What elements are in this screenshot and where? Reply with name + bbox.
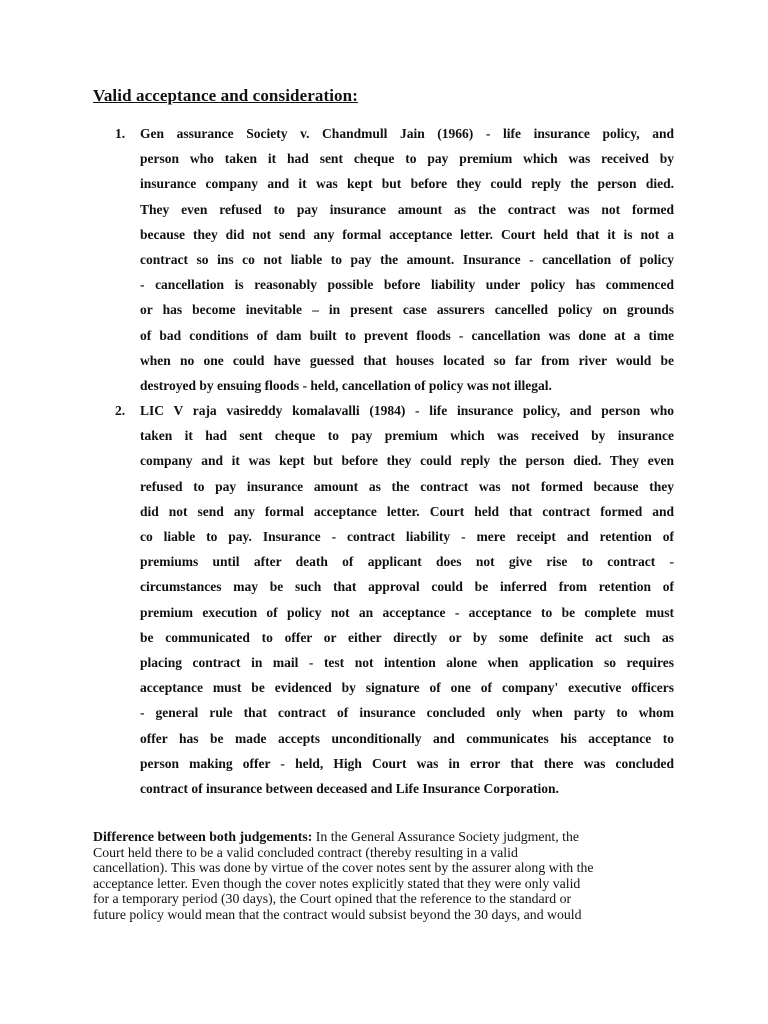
case-item-1 xyxy=(0,121,768,398)
case-line: taken it had sent cheque to pay premium which was received by insurance xyxy=(140,428,674,444)
difference-line: acceptance letter. Even though the cover notes explicitly stated that they were only valid xyxy=(93,875,581,891)
case-number: 1. xyxy=(115,126,126,141)
difference-line: for a temporary period (30 days), the Court opined that the reference to the standard or xyxy=(93,891,572,907)
case-line: company and it was kept but before they could reply the person died. They even xyxy=(140,453,674,469)
case-line: contract of insurance between deceased and Life Insurance Corporation. xyxy=(140,780,559,796)
case-line: co liable to pay. Insurance - contract liability - mere receipt and retention of xyxy=(140,529,674,544)
case-line: of bad conditions of dam built to prevent floods - cancellation was done at a time xyxy=(140,327,674,343)
case-line: circumstances may be such that approval could be inferred from retention of xyxy=(140,579,674,595)
difference-label: Difference between both judgements: xyxy=(93,829,313,844)
difference-first-line xyxy=(93,829,683,845)
difference-text: In the General Assurance Society judgment, the xyxy=(312,829,579,844)
difference-paragraph xyxy=(93,829,683,923)
case-line: They even refused to pay insurance amount as the contract was not formed xyxy=(140,201,674,217)
case-line: did not send any formal acceptance letter. Court held that contract formed and xyxy=(140,503,674,519)
difference-line: Court held there to be a valid concluded contract (thereby resulting in a valid xyxy=(93,844,518,860)
case-line: Gen assurance Society v. Chandmull Jain (1966) - life insurance policy, and xyxy=(140,126,674,141)
case-line: be communicated to offer or either directly or by some definite act such as xyxy=(140,629,674,645)
case-line: refused to pay insurance amount as the contract was not formed because they xyxy=(140,478,674,494)
case-line: person making offer - held, High Court was in error that there was concluded xyxy=(140,755,674,771)
case-line: contract so ins co not liable to pay the amount. Insurance - cancellation of policy xyxy=(140,251,674,267)
case-line: insurance company and it was kept but before they could reply the person died. xyxy=(140,176,674,192)
case-line: LIC V raja vasireddy komalavalli (1984) - life insurance policy, and person who xyxy=(140,403,674,419)
case-item-2 xyxy=(0,398,768,801)
case-body xyxy=(140,398,674,801)
case-line: acceptance must be evidenced by signature of one of company' executive officers xyxy=(140,680,674,696)
difference-line: cancellation). This was done by virtue of the cover notes sent by the assurer along with the xyxy=(93,860,594,876)
case-line: - cancellation is reasonably possible before liability under policy has commenced xyxy=(140,277,674,293)
case-line: premiums until after death of applicant does not give rise to contract - xyxy=(140,554,674,570)
case-line: offer has be made accepts unconditionally and communicates his acceptance to xyxy=(140,730,674,746)
case-line: when no one could have guessed that houses located so far from river would be xyxy=(140,352,674,368)
case-line: - general rule that contract of insurance concluded only when party to whom xyxy=(140,705,674,721)
case-number: 2. xyxy=(115,403,126,419)
case-body xyxy=(140,121,674,398)
case-line: placing contract in mail - test not intention alone when application so requires xyxy=(140,654,674,670)
case-line: destroyed by ensuing floods - held, cancellation of policy was not illegal. xyxy=(140,377,552,393)
case-list xyxy=(0,121,768,801)
case-line: because they did not send any formal acceptance letter. Court held that it is not a xyxy=(140,226,674,242)
case-line: premium execution of policy not an acceptance - acceptance to be complete must xyxy=(140,604,674,620)
case-line: or has become inevitable – in present case assurers cancelled policy on grounds xyxy=(140,302,674,318)
section-heading: Valid acceptance and consideration: xyxy=(93,86,358,105)
case-line: person who taken it had sent cheque to pay premium which was received by xyxy=(140,151,674,167)
difference-line: future policy would mean that the contract would subsist beyond the 30 days, and would xyxy=(93,906,582,922)
